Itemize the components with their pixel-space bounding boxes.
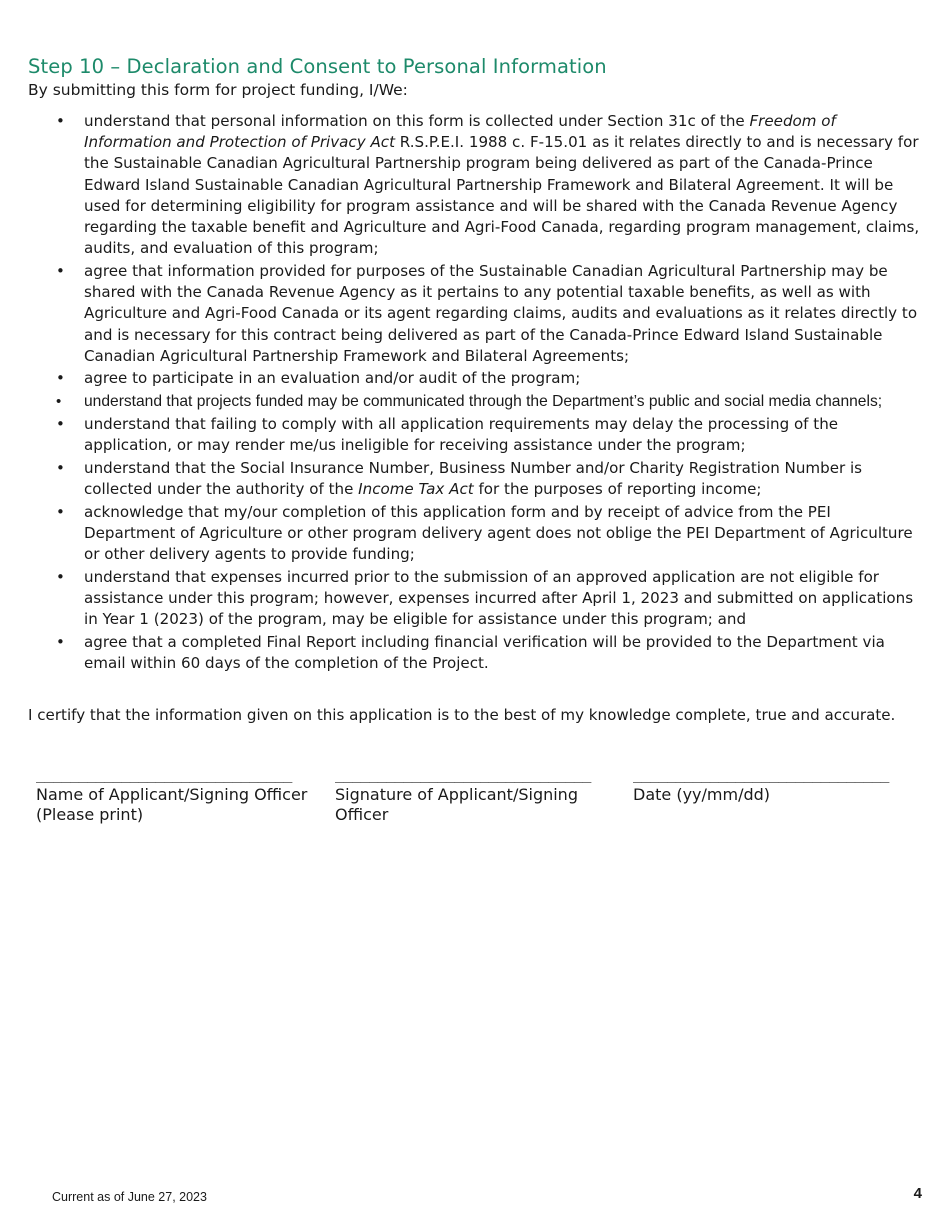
- name-signature-block: [36, 764, 321, 825]
- item-text: agree that information provided for purposes of the Sustainable Canadian Agricultural Partnership may be shared with the Canada Revenue Agency as it pertains to any potential taxable benefits, as well as with Agriculture and Agri-Food Canada or its agent regarding claims, audits and evaluations as it relates directly to and is necessary for this contract being delivered as part of the Canada-Prince Edward Island Sustainable Canadian Agricultural Partnership Framework and Bilateral Agreements;: [84, 261, 918, 365]
- declaration-item: [56, 261, 922, 367]
- declaration-item: [56, 567, 922, 631]
- page-number: 4: [913, 1185, 922, 1202]
- name-label: Name of Applicant/Signing Officer (Please print): [36, 785, 308, 824]
- item-text: understand that expenses incurred prior to the submission of an approved application are not eligible for assistance under this program; however, expenses incurred after April 1, 2023 and submitted on applications in Year 1 (2023) of the program, may be eligible for assistance under this program; and: [84, 567, 914, 629]
- date-label: Date (yy/mm/dd): [633, 785, 771, 804]
- act-name: Income Tax Act: [358, 479, 474, 498]
- declaration-item: [56, 502, 922, 566]
- intro-text: By submitting this form for project funding, I/We:: [28, 81, 408, 99]
- footer-date: Current as of June 27, 2023: [52, 1190, 207, 1204]
- declaration-item: [56, 368, 922, 389]
- item-text: R.S.P.E.I. 1988 c. F-15.01 as it relates directly to and is necessary for the Sustainable Canadian Agricultural Partnership program being delivered as part of the Canada-Prince Edward Island Sustainable Canadian Agricultural Partnership Framework and Bilateral Agreement. It will be used for determining eligibility for program assistance and will be shared with the Canada Revenue Agency regarding the taxable benefit and Agriculture and Agri-Food Canada, regarding program management, claims, audits, and evaluation of this program;: [84, 133, 920, 258]
- item-text: for the purposes of reporting income;: [473, 479, 762, 498]
- declaration-item: [56, 111, 922, 259]
- item-text: agree to participate in an evaluation and/or audit of the program;: [84, 369, 581, 388]
- signature-field-line[interactable]: ______________________________: [335, 765, 591, 783]
- section-heading: Step 10 – Declaration and Consent to Personal Information: [28, 55, 607, 78]
- declaration-item: [56, 458, 922, 500]
- item-text: understand that projects funded may be communicated through the Department’s public and social media channels;: [84, 393, 883, 411]
- name-field-line[interactable]: ______________________________: [36, 765, 292, 783]
- certification-statement: I certify that the information given on this application is to the best of my knowledge complete, true and accurate.: [28, 706, 896, 724]
- item-text: understand that the Social Insurance Number, Business Number and/or Charity Registration Number is collected under the authority of the: [84, 458, 863, 498]
- date-field-line[interactable]: ______________________________: [633, 765, 889, 783]
- signature-block: [335, 764, 620, 825]
- declaration-list: [56, 111, 922, 676]
- declaration-item: [56, 391, 922, 412]
- date-block: [633, 764, 918, 805]
- act-name: Freedom of Information and Protection of Privacy Act: [84, 112, 836, 152]
- item-text: understand that failing to comply with all application requirements may delay the processing of the application, or may render me/us ineligible for receiving assistance under the program;: [84, 414, 839, 455]
- item-text: agree that a completed Final Report including financial verification will be provided to the Department via email within 60 days of the completion of the Project.: [84, 632, 885, 673]
- signature-label: Signature of Applicant/Signing Officer: [335, 785, 578, 824]
- declaration-item: [56, 414, 922, 456]
- item-text: understand that personal information on this form is collected under Section 31c of the: [84, 112, 750, 130]
- item-text: acknowledge that my/our completion of this application form and by receipt of advice from the PEI Department of Agriculture or other program delivery agent does not oblige the PEI Department of Agriculture or other delivery agents to provide funding;: [84, 502, 913, 564]
- declaration-item: [56, 632, 922, 674]
